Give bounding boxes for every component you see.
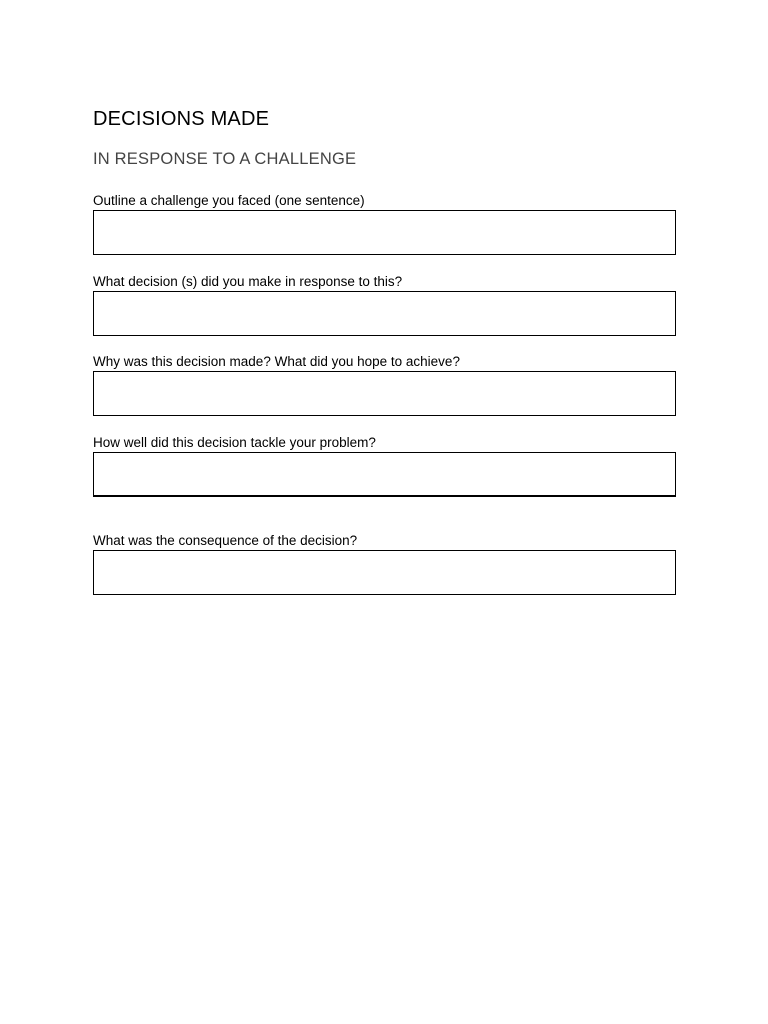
question-label-challenge: Outline a challenge you faced (one sentence) bbox=[93, 193, 365, 208]
answer-field-effectiveness[interactable] bbox=[93, 452, 676, 497]
page-title: DECISIONS MADE bbox=[93, 108, 270, 130]
question-label-effectiveness: How well did this decision tackle your problem? bbox=[93, 435, 376, 450]
answer-field-challenge[interactable] bbox=[93, 210, 676, 255]
question-consequence bbox=[93, 533, 676, 595]
question-label-consequence: What was the consequence of the decision? bbox=[93, 533, 358, 548]
answer-field-reason[interactable] bbox=[93, 371, 676, 416]
question-decision bbox=[93, 274, 676, 336]
answer-field-decision[interactable] bbox=[93, 291, 676, 336]
question-label-decision: What decision (s) did you make in response to this? bbox=[93, 274, 403, 289]
question-effectiveness bbox=[93, 435, 676, 497]
page-subtitle: IN RESPONSE TO A CHALLENGE bbox=[93, 150, 357, 168]
question-label-reason: Why was this decision made? What did you hope to achieve? bbox=[93, 354, 460, 369]
question-challenge bbox=[93, 193, 676, 255]
answer-field-consequence[interactable] bbox=[93, 550, 676, 595]
question-reason bbox=[93, 354, 676, 416]
